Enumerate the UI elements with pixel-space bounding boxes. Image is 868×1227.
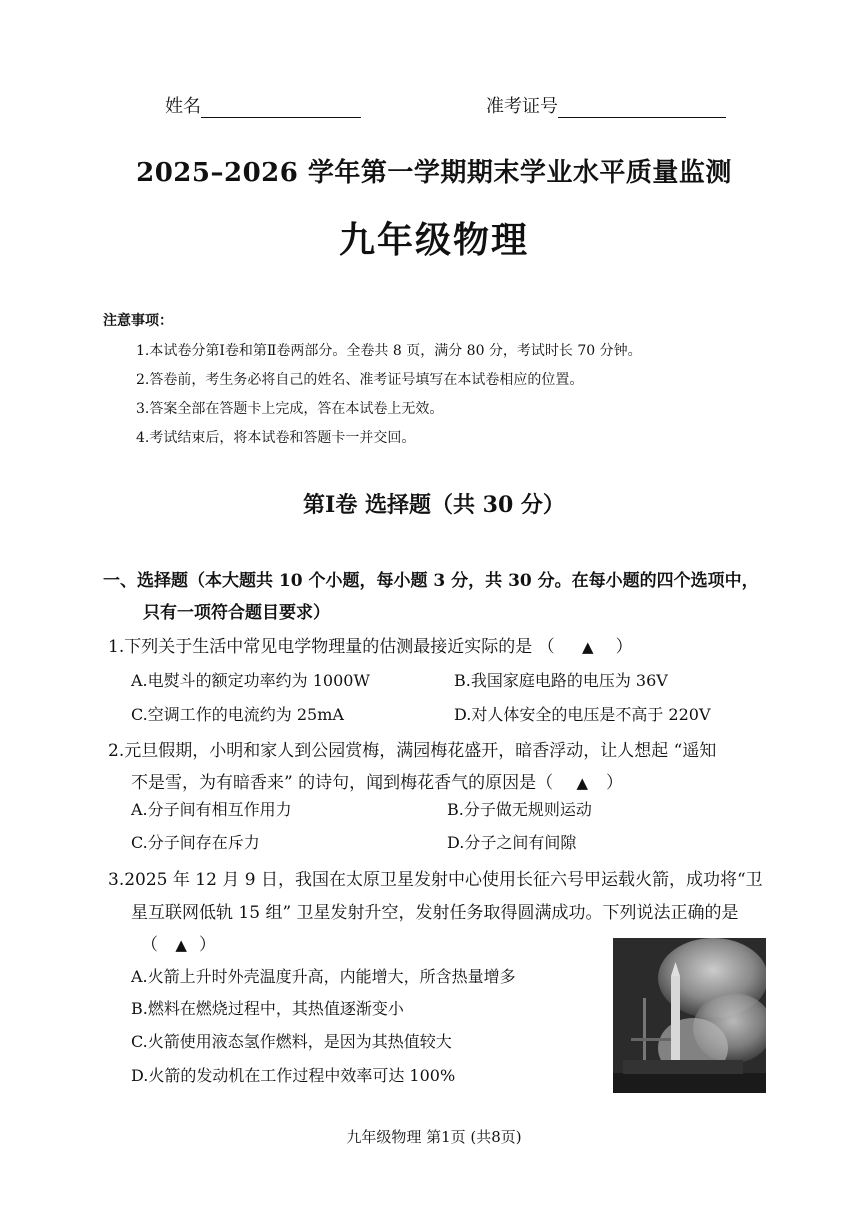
question-3-stem-cont: 星互联网低轨 15 组” 卫星发射升空，发射任务取得圆满成功。下列说法正确的是 <box>131 903 739 923</box>
question-1-option-d: D.对人体安全的电压是不高于 220V <box>454 705 711 724</box>
answer-mark: ▲ <box>175 936 187 954</box>
name-label: 姓名 <box>165 96 201 117</box>
question-2-option-a: A.分子间有相互作用力 <box>131 800 292 819</box>
question-1-option-b: B.我国家庭电路的电压为 36V <box>454 671 668 690</box>
notice-item: 3.答案全部在答题卡上完成，答在本试卷上无效。 <box>136 401 444 417</box>
part-heading: 一、选择题（本大题共 10 个小题，每小题 3 分，共 30 分。在每小题的四个选项中， <box>103 571 759 591</box>
name-field <box>165 92 361 118</box>
part-heading-cont: 只有一项符合题目要求） <box>143 603 330 623</box>
question-3-option-b: B.燃料在燃烧过程中，其热值逐渐变小 <box>131 999 404 1018</box>
question-3-option-c: C.火箭使用液态氢作燃料，是因为其热值较大 <box>131 1032 452 1051</box>
question-1-stem: 1.下列关于生活中常见电学物理量的估测最接近实际的是 （ ▲ ） <box>108 637 633 657</box>
name-blank <box>201 99 361 118</box>
exam-title: 2025–2026 学年第一学期期末学业水平质量监测 <box>136 158 732 188</box>
answer-mark: ▲ <box>576 774 589 792</box>
answer-mark: ▲ <box>582 638 594 656</box>
rocket-launch-image <box>613 938 766 1093</box>
question-2-option-d: D.分子之间有间隙 <box>447 833 577 852</box>
notice-item: 2.答卷前，考生务必将自己的姓名、准考证号填写在本试卷相应的位置。 <box>136 372 584 388</box>
subject-title: 九年级物理 <box>338 219 529 261</box>
notice-item: 4.考试结束后，将本试卷和答题卡一并交回。 <box>136 430 416 446</box>
page-footer: 九年级物理 第1页 (共8页) <box>346 1128 522 1146</box>
rocket-launch-photo <box>613 938 766 1093</box>
question-2-stem: 2.元旦假期，小明和家人到公园赏梅，满园梅花盛开，暗香浮动，让人想起 “遥知 <box>108 741 717 761</box>
question-1-option-c: C.空调工作的电流约为 25mA <box>131 705 344 724</box>
question-3-stem-answer: （ ▲ ） <box>141 935 216 955</box>
section-title: 第Ⅰ卷 选择题（共 30 分） <box>303 492 565 518</box>
notice-heading: 注意事项： <box>103 313 173 329</box>
exam-id-blank <box>558 99 726 118</box>
question-3-stem: 3.2025 年 12 月 9 日，我国在太原卫星发射中心使用长征六号甲运载火箭，成功将“卫 <box>108 870 763 890</box>
question-2-stem-cont: 不是雪，为有暗香来” 的诗句，闻到梅花香气的原因是（ ▲ ） <box>131 773 624 793</box>
question-2-option-b: B.分子做无规则运动 <box>447 800 592 819</box>
exam-id-field <box>486 92 726 118</box>
question-3-option-d: D.火箭的发动机在工作过程中效率可达 100% <box>131 1066 456 1085</box>
question-1-option-a: A.电熨斗的额定功率约为 1000W <box>131 671 370 690</box>
notice-item: 1.本试卷分第Ⅰ卷和第Ⅱ卷两部分。全卷共 8 页，满分 80 分，考试时长 70 分钟。 <box>136 343 642 359</box>
exam-id-label: 准考证号 <box>486 96 558 117</box>
question-2-option-c: C.分子间存在斥力 <box>131 833 260 852</box>
question-3-option-a: A.火箭上升时外壳温度升高，内能增大，所含热量增多 <box>131 967 516 986</box>
